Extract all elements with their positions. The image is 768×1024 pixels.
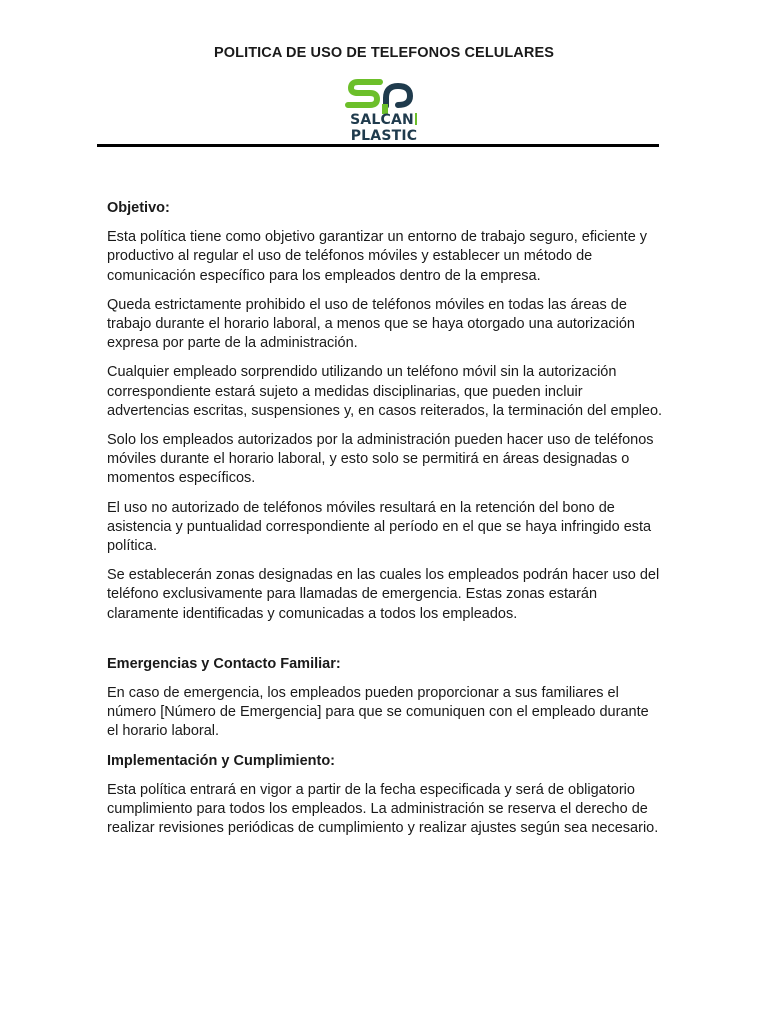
document-body	[107, 199, 663, 848]
logo-wordmark	[318, 112, 450, 144]
paragraph: Cualquier empleado sorprendido utilizando un teléfono móvil sin la autorización correspondiente estará sujeto a medidas disciplinarias, que pueden incluir advertencias escritas, suspensiones y, en casos reiterados, la terminación del empleo.	[107, 364, 663, 419]
header-divider	[97, 144, 659, 147]
section-heading-emergencias: Emergencias y Contacto Familiar:	[107, 655, 341, 672]
paragraph: Esta política tiene como objetivo garantizar un entorno de trabajo seguro, eficiente y productivo al regular el uso de teléfonos móviles y establecer un método de comunicación específico para los empleados dentro de la empresa.	[107, 229, 648, 284]
paragraph: Solo los empleados autorizados por la administración pueden hacer uso de teléfonos móviles durante el horario laboral, y esto solo se permitirá en áreas designadas o momentos específicos.	[107, 432, 654, 487]
paragraph: Esta política entrará en vigor a partir de la fecha especificada y será de obligatorio cumplimiento para todos los empleados. La administración se reserva el derecho de realizar revisiones periódicas de cumplimiento y realizar ajustes según sea necesario.	[107, 781, 659, 837]
paragraph: Se establecerán zonas designadas en las cuales los empleados podrán hacer uso del teléfono exclusivamente para llamadas de emergencia. Estas zonas estarán claramente identificadas y comunicadas a todos los empleados.	[107, 567, 660, 622]
section-heading-implementacion: Implementación y Cumplimiento:	[107, 752, 335, 769]
paragraph: Queda estrictamente prohibido el uso de teléfonos móviles en todas las áreas de trabajo durante el horario laboral, a menos que se haya otorgado una autorización expresa por parte de la administración.	[107, 296, 635, 352]
logo-divider	[415, 113, 417, 125]
paragraph: El uso no autorizado de teléfonos móviles resultará en la retención del bono de asistencia y puntualidad correspondiente al período en el que se haya infringido esta política.	[107, 499, 652, 555]
company-logo	[318, 74, 450, 144]
page-title: POLITICA DE USO DE TELEFONOS CELULARES	[213, 45, 554, 61]
logo-word-left: SALCAN	[350, 112, 414, 128]
section-heading-objetivo: Objetivo:	[107, 200, 170, 216]
logo-mark-icon	[318, 74, 450, 114]
logo-word-right: PLASTIC	[350, 128, 418, 144]
paragraph: En caso de emergencia, los empleados pueden proporcionar a sus familiares el número [Número de Emergencia] para que se comuniquen con el empleado durante el horario laboral.	[107, 685, 649, 740]
